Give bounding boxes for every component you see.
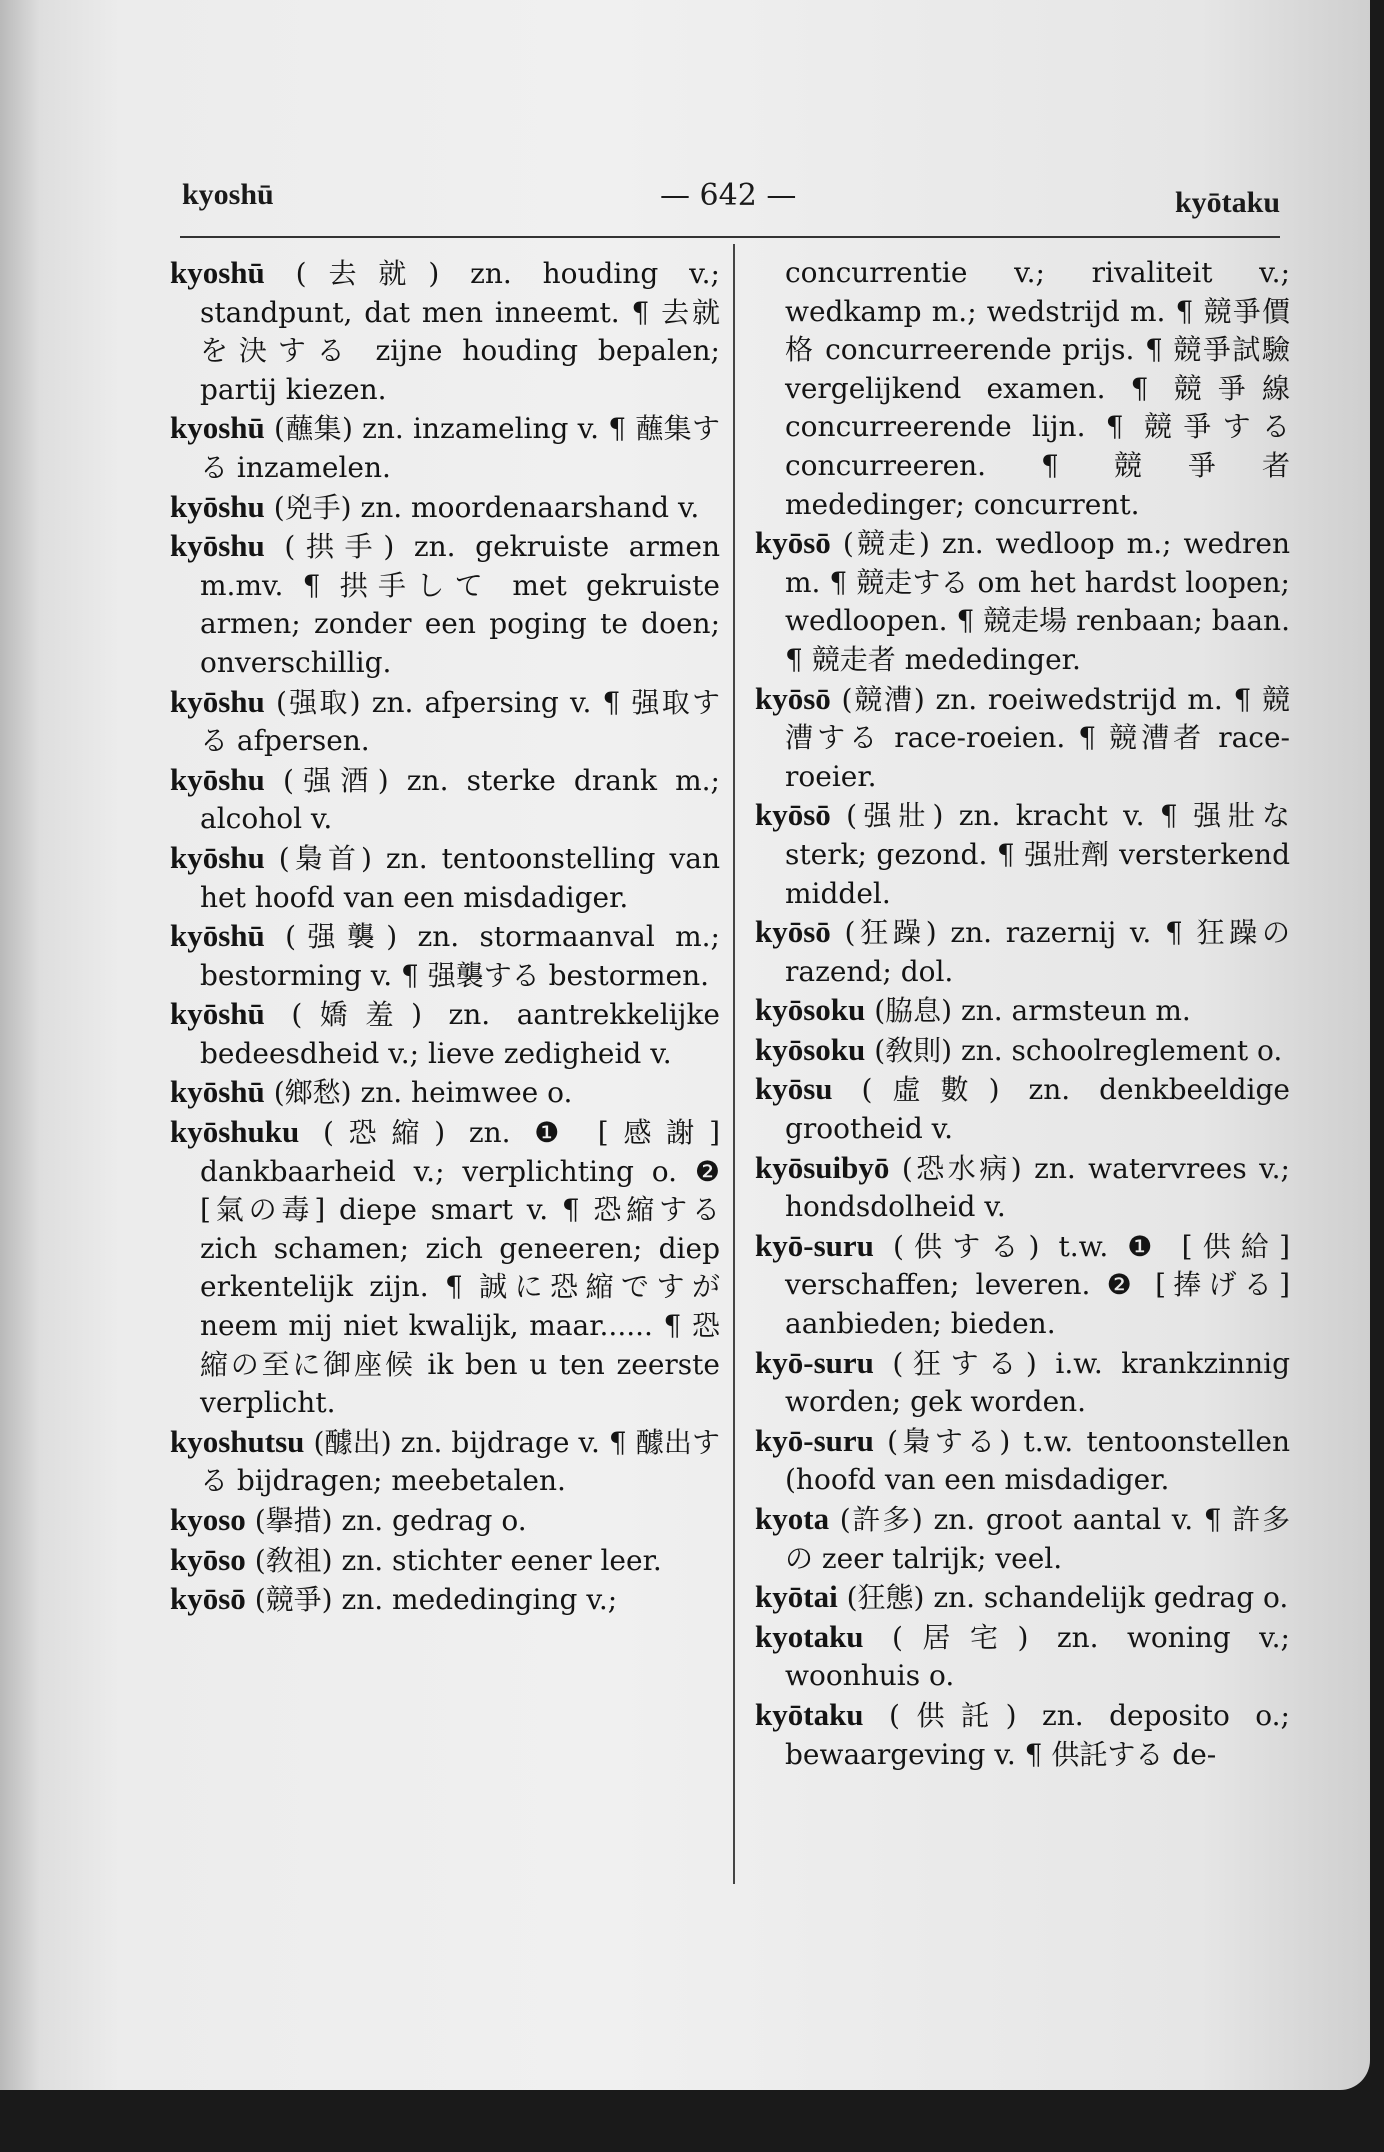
- entry-definition: (梟する) t.w. tentoonstellen (hoofd van een misdadiger.: [785, 1424, 1290, 1497]
- dictionary-entry: [755, 1696, 1290, 1774]
- entry-definition: (居宅) zn. woning v.; woonhuis o.: [785, 1620, 1290, 1693]
- dictionary-entry: [755, 1618, 1290, 1696]
- dictionary-entry: [170, 1541, 720, 1581]
- entry-definition: (敎祖) zn. stichter eener leer.: [254, 1543, 662, 1577]
- entry-headword: kyōsuibyō: [755, 1149, 890, 1185]
- entry-headword: kyō-suru: [755, 1227, 874, 1263]
- entry-definition: (供する) t.w. ❶ [供給] verschaffen; leveren. ❷ [捧げる] aanbieden; bieden.: [785, 1229, 1290, 1341]
- entry-headword: kyōsō: [755, 797, 831, 833]
- dictionary-entry: [170, 254, 720, 409]
- dictionary-entry: [755, 1149, 1290, 1227]
- dictionary-entry: [755, 1031, 1290, 1071]
- header-left-guideword: kyoshū: [182, 178, 274, 211]
- entry-definition: (競走) zn. wedloop m.; wedren m. ¶ 競走する om het hardst loopen; wedloopen. ¶ 競走場 renbaan; baan. ¶ 競走者 mededinger.: [785, 527, 1290, 676]
- running-head: [180, 178, 1280, 228]
- column-divider: [733, 244, 735, 1884]
- entry-definition: (蘸集) zn. inzameling v. ¶ 蘸集する inzamelen.: [200, 412, 720, 484]
- entry-headword: kyō-suru: [755, 1422, 874, 1458]
- entry-headword: kyōshu: [170, 683, 265, 719]
- entry-headword: kyoshū: [170, 255, 265, 290]
- dictionary-entry: [170, 1580, 720, 1620]
- entry-definition: (脇息) zn. armsteun m.: [874, 994, 1191, 1028]
- entry-headword: kyōsu: [755, 1071, 833, 1107]
- right-column: [755, 254, 1290, 1774]
- entry-definition: (鄉愁) zn. heimwee o.: [273, 1076, 573, 1110]
- dictionary-entry: [170, 527, 720, 682]
- dictionary-entry: [755, 1344, 1290, 1422]
- dictionary-entry: [170, 917, 720, 995]
- dictionary-entry: [755, 1227, 1290, 1344]
- dictionary-entry: [170, 488, 720, 528]
- entry-headword: kyōtai: [755, 1579, 838, 1615]
- entry-definition: (嬌羞) zn. aantrekkelijke bedeesdheid v.; lieve zedigheid v.: [200, 998, 720, 1070]
- entry-definition: (去就) zn. houding v.; standpunt, dat men inneemt. ¶ 去就を決する zijne houding bepalen; partij kiezen.: [200, 257, 720, 406]
- entry-headword: kyoshū: [170, 410, 265, 446]
- dictionary-entry: [755, 913, 1290, 991]
- dictionary-entry: [755, 796, 1290, 913]
- dictionary-entry: [755, 1070, 1290, 1148]
- entry-definition: (狂する) i.w. krankzinnig worden; gek worden.: [785, 1346, 1290, 1419]
- dictionary-entry: [170, 995, 720, 1073]
- entry-definition: (擧措) zn. gedrag o.: [254, 1504, 527, 1537]
- page-number: — 642 —: [660, 178, 797, 213]
- dictionary-entry: [170, 839, 720, 917]
- dictionary-entry: [170, 761, 720, 839]
- entry-definition: (醵出) zn. bijdrage v. ¶ 醵出する bijdragen; meebetalen.: [200, 1425, 720, 1498]
- dictionary-entry: [170, 683, 720, 761]
- dictionary-entry: [170, 1073, 720, 1113]
- dictionary-entry: [170, 1113, 720, 1423]
- entry-headword: kyōshū: [170, 918, 265, 954]
- entry-definition: (狂躁) zn. razernij v. ¶ 狂躁の razend; dol.: [785, 916, 1291, 988]
- left-column: [170, 254, 720, 1620]
- entry-headword: kyōshu: [170, 528, 265, 564]
- entry-headword: kyōso: [170, 1541, 246, 1577]
- entry-definition: (狂態) zn. schandelijk gedrag o.: [846, 1581, 1289, 1615]
- dictionary-entry: [170, 1501, 720, 1541]
- header-rule: [180, 236, 1280, 238]
- dictionary-entry: [755, 680, 1290, 797]
- entry-definition: (强酒) zn. sterke drank m.; alcohol v.: [200, 763, 720, 836]
- entry-headword: kyōsō: [755, 525, 831, 561]
- entry-headword: kyōsoku: [755, 992, 866, 1028]
- entry-headword: kyōshu: [170, 839, 265, 875]
- entry-definition: (虛數) zn. denkbeeldige grootheid v.: [785, 1073, 1290, 1146]
- dictionary-entry: [755, 991, 1290, 1031]
- entry-definition: (許多) zn. groot aantal v. ¶ 許多の zeer talrijk; veel.: [785, 1503, 1290, 1575]
- entry-definition: (敎則) zn. schoolreglement o.: [874, 1033, 1283, 1067]
- entry-headword: kyōtaku: [755, 1696, 864, 1732]
- dictionary-entry: [170, 1423, 720, 1501]
- entry-headword: kyoshutsu: [170, 1423, 305, 1459]
- entry-definition: (恐縮) zn. ❶ [感謝] dankbaarheid v.; verplichting o. ❷ [氣の毒] diepe smart v. ¶ 恐縮する zich schamen; zich geneeren; diep erkentelijk zijn. ¶ 誠に恐縮ですが neem mij niet kwalijk, maar...... ¶ 恐縮の至に御座候 ik ben u ten zeerste verplicht.: [200, 1116, 720, 1420]
- dictionary-entry: [755, 1578, 1290, 1618]
- entry-definition: (拱手) zn. gekruiste armen m.mv. ¶ 拱手して met gekruiste armen; zonder een poging te doen; onverschillig.: [200, 530, 720, 679]
- entry-headword: kyōshū: [170, 1074, 265, 1110]
- dictionary-entry: [755, 524, 1290, 679]
- entry-definition: (競漕) zn. roeiwedstrijd m. ¶ 競漕する race-roeien. ¶ 競漕者 race-roeier.: [785, 682, 1290, 793]
- entry-headword: kyōshuku: [170, 1114, 300, 1150]
- entry-definition: (恐水病) zn. watervrees v.; hondsdolheid v.: [785, 1151, 1290, 1224]
- dictionary-entry: [755, 1422, 1290, 1500]
- entry-headword: kyōshu: [170, 488, 265, 524]
- entry-headword: kyōshu: [170, 761, 265, 797]
- entry-headword: kyōsoku: [755, 1031, 866, 1067]
- entry-definition: (兇手) zn. moordenaarshand v.: [273, 490, 700, 524]
- entry-definition: (梟首) zn. tentoonstelling van het hoofd van een misdadiger.: [200, 841, 720, 914]
- entry-definition: (競爭) zn. mededinging v.;: [254, 1583, 618, 1617]
- entry-headword: kyotaku: [755, 1618, 864, 1654]
- entry-headword: kyōshū: [170, 996, 265, 1032]
- dictionary-entry: [170, 409, 720, 487]
- entry-definition: (供託) zn. deposito o.; bewaargeving v. ¶ 供託する de-: [785, 1698, 1290, 1771]
- entry-definition: (强襲) zn. stormaanval m.; bestorming v. ¶ 强襲する bestormen.: [200, 920, 720, 992]
- entry-headword: kyō-suru: [755, 1344, 874, 1380]
- entry-definition: concurrentie v.; rivaliteit v.; wedkamp m.; wedstrijd m. ¶ 競爭價格 concurreerende prijs. ¶ 競爭試驗 vergelijkend examen. ¶ 競爭線 concurreerende lijn. ¶ 競爭する concurreeren. ¶ 競爭者 mededinger; concurrent.: [785, 256, 1290, 521]
- dictionary-entry: [755, 1500, 1290, 1578]
- entry-headword: kyōsō: [170, 1581, 246, 1617]
- entry-definition: (强壯) zn. kracht v. ¶ 强壯な sterk; gezond. ¶ 强壯劑 versterkend middel.: [785, 799, 1290, 910]
- entry-headword: kyoso: [170, 1502, 246, 1537]
- dictionary-entry: [755, 254, 1290, 524]
- entry-definition: (强取) zn. afpersing v. ¶ 强取する afpersen.: [200, 685, 721, 758]
- header-right-guideword: kyōtaku: [1174, 186, 1280, 219]
- entry-headword: kyōsō: [755, 680, 831, 716]
- entry-headword: kyota: [755, 1501, 830, 1536]
- entry-headword: kyōsō: [755, 914, 831, 950]
